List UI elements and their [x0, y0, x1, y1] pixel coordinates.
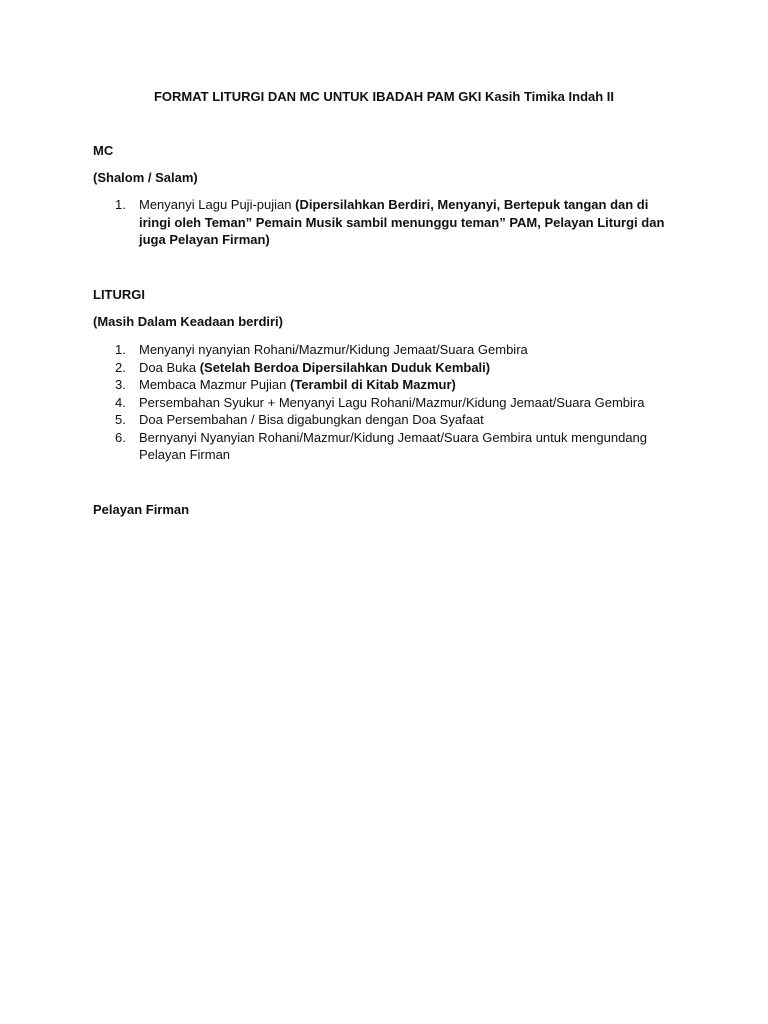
- list-item: [93, 359, 673, 377]
- list-item-text: Membaca Mazmur Pujian: [139, 377, 290, 392]
- liturgi-subheading: (Masih Dalam Keadaan berdiri): [93, 314, 283, 329]
- list-item-text: Bernyanyi Nyanyian Rohani/Mazmur/Kidung Jemaat/Suara Gembira untuk mengundang Pelayan Firman: [139, 429, 648, 462]
- list-item-bold-text: (Setelah Berdoa Dipersilahkan Duduk Kembali): [199, 359, 491, 375]
- list-item-number: 2.: [115, 359, 126, 375]
- list-item-text: Menyanyi nyanyian Rohani/Mazmur/Kidung Jemaat/Suara Gembira: [139, 342, 528, 357]
- list-item: [93, 411, 673, 429]
- list-item-text: Doa Persembahan / Bisa digabungkan dengan Doa Syafaat: [139, 412, 484, 427]
- list-item: [93, 394, 673, 412]
- list-item-number: 1.: [115, 342, 126, 357]
- liturgi-list: [93, 341, 673, 464]
- list-item-text: Persembahan Syukur + Menyanyi Lagu Rohani/Mazmur/Kidung Jemaat/Suara Gembira: [139, 394, 645, 410]
- list-item-text: Menyanyi Lagu Puji-pujian: [139, 197, 296, 212]
- list-item: [93, 196, 673, 249]
- list-item: [93, 429, 673, 464]
- list-item-number: 1.: [115, 197, 126, 212]
- list-item: [93, 376, 673, 394]
- liturgi-heading: LITURGI: [93, 287, 145, 302]
- list-item-bold-text: (Dipersilahkan Berdiri, Menyanyi, Bertepuk tangan dan di iringi oleh Teman” Pemain Musik sambil menunggu teman” PAM, Pelayan Liturgi dan juga Pelayan Firman): [139, 197, 665, 247]
- list-item-number: 4.: [115, 394, 126, 410]
- list-item-number: 3.: [115, 377, 126, 392]
- list-item-number: 5.: [115, 412, 126, 427]
- pelayan-firman-heading: Pelayan Firman: [93, 502, 190, 517]
- list-item-text: Doa Buka: [139, 359, 200, 375]
- mc-subheading: (Shalom / Salam): [93, 170, 198, 185]
- document-title: FORMAT LITURGI DAN MC UNTUK IBADAH PAM GKI Kasih Timika Indah II: [153, 89, 615, 104]
- list-item: [93, 341, 673, 359]
- list-item-number: 6.: [115, 429, 126, 445]
- mc-list: [93, 196, 673, 249]
- mc-heading: MC: [93, 143, 114, 158]
- list-item-bold-text: (Terambil di Kitab Mazmur): [290, 377, 456, 392]
